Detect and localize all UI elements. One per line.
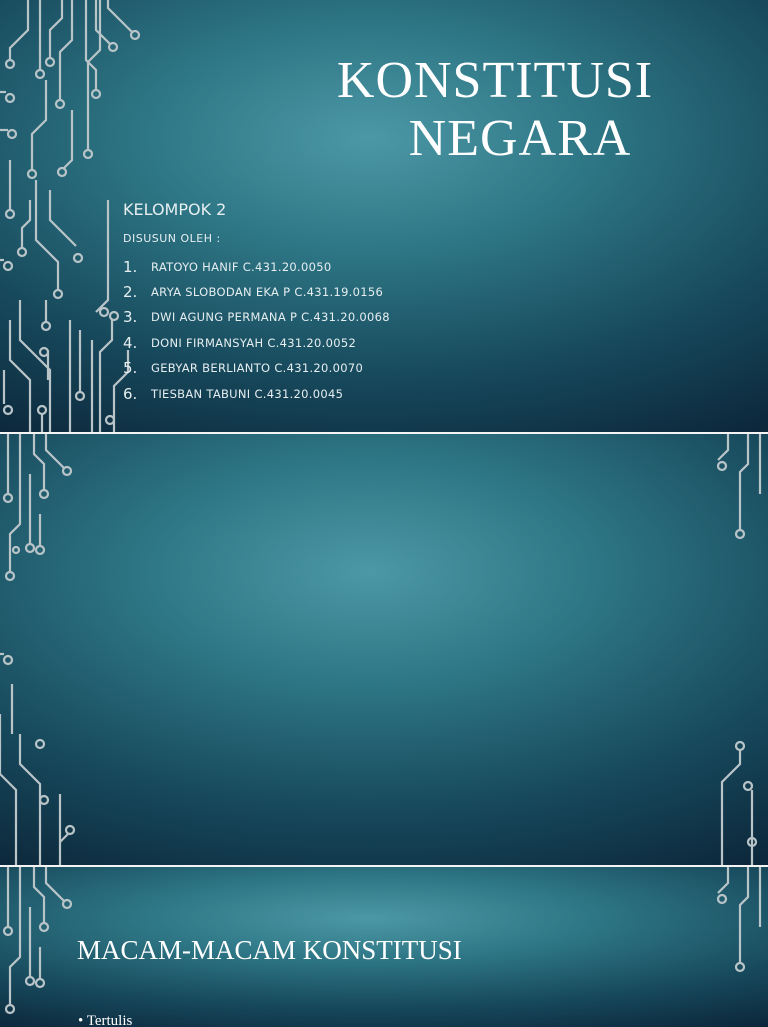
bullet-marker: • — [78, 1013, 84, 1027]
member-name: DONI FIRMANSYAH C.431.20.0052 — [151, 335, 357, 350]
group-label: KELOMPOK 2 — [123, 200, 227, 219]
list-number: 5. — [123, 359, 138, 378]
types-list-item — [78, 1013, 132, 1027]
section-heading: MACAM-MACAM KONSTITUSI — [77, 935, 462, 965]
byline: DISUSUN OLEH : — [123, 232, 221, 245]
title-line-1: KONSTITUSI — [336, 52, 654, 109]
list-item — [123, 254, 390, 279]
list-item — [123, 356, 390, 381]
list-number: 1. — [123, 257, 138, 276]
list-item — [123, 330, 390, 355]
member-name: DWI AGUNG PERMANA P C.431.20.0068 — [151, 310, 390, 325]
member-name: ARYA SLOBODAN EKA P C.431.19.0156 — [151, 285, 384, 300]
list-item — [123, 381, 390, 406]
list-item — [123, 279, 390, 304]
list-number: 3. — [123, 308, 138, 327]
list-number: 4. — [123, 333, 138, 352]
member-name: GEBYAR BERLIANTO C.431.20.0070 — [151, 361, 364, 376]
slide-definition — [0, 434, 768, 865]
item-text: Tertulis — [86, 1013, 133, 1027]
member-name: RATOYO HANIF C.431.20.0050 — [151, 259, 332, 274]
title-line-2: NEGARA — [408, 110, 632, 167]
circuit-decoration — [0, 434, 768, 865]
member-name: TIESBAN TABUNI C.431.20.0045 — [151, 386, 344, 401]
list-number: 6. — [123, 384, 138, 403]
slide-title-heading — [300, 52, 690, 168]
slide-types — [0, 867, 768, 1027]
list-number: 2. — [123, 283, 138, 302]
slide-title — [0, 0, 768, 432]
member-list — [123, 254, 390, 406]
list-item — [123, 305, 390, 330]
